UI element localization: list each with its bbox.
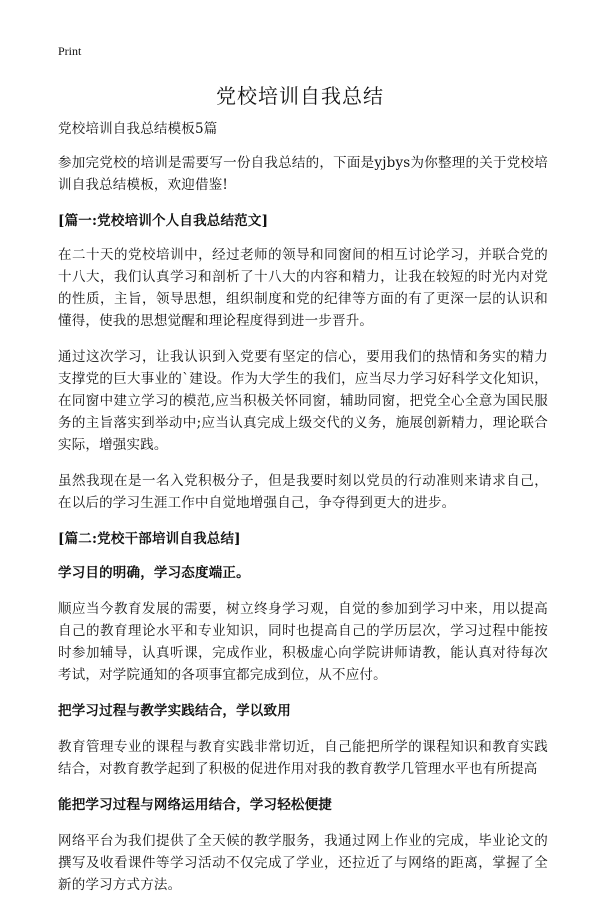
print-link[interactable]: Print	[58, 44, 82, 58]
section-1-paragraph-3: 虽然我现在是一名入党积极分子，但是我要时刻以党员的行动准则来请求自己，在以后的学习生涯工作中自觉地增强自己，争夺得到更大的进步。	[58, 473, 548, 511]
section-heading-1: [篇一:党校培训个人自我总结范文]	[58, 213, 269, 229]
section-heading-2: [篇二:党校干部培训自我总结]	[58, 531, 241, 547]
intro-paragraph: 参加完党校的培训是需要写一份自我总结的，下面是yjbys为你整理的关于党校培训自我总结模板，欢迎借鉴!	[58, 155, 548, 193]
subheading-learning-goal: 学习目的明确，学习态度端正。	[58, 565, 250, 581]
section-1-paragraph-2: 通过这次学习，让我认识到入党要有坚定的信心，要用我们的热情和务实的精力支撑党的巨大事业的`建设。作为大学生的我们，应当尽力学习好科学文化知识，在同窗中建立学习的模范,应当积极关怀同窗，辅助同窗，把党全心全意为国民服务的主旨落实到举动中;应当认真完成上级交代的义务，施展创新精力，理论联合实际，增强实践。	[58, 349, 548, 453]
section-2-paragraph-2: 教育管理专业的课程与教育实践非常切近，自己能把所学的课程知识和教育实践结合，对教育教学起到了积极的促进作用对我的教育教学几管理水平也有所提高	[58, 739, 548, 777]
subheading-practice: 把学习过程与教学实践结合，学以致用	[58, 703, 291, 719]
subheading-network: 能把学习过程与网络运用结合，学习轻松便捷	[58, 797, 332, 813]
document-subtitle: 党校培训自我总结模板5篇	[58, 121, 218, 137]
page-title: 党校培训自我总结	[216, 84, 384, 108]
document-body	[58, 118, 548, 910]
section-2-paragraph-1: 顺应当今教育发展的需要，树立终身学习观，自觉的参加到学习中来，用以提高自己的教育理论水平和专业知识，同时也提高自己的学历层次，学习过程中能按时参加辅导，认真听课，完成作业，积极虚心向学院讲师请教，能认真对待每次考试，对学院通知的各项事宜都完成到位，从不应付。	[58, 601, 548, 683]
section-1-paragraph-1: 在二十天的党校培训中，经过老师的领导和同窗间的相互讨论学习，并联合党的十八大，我们认真学习和剖析了十八大的内容和精力，让我在较短的时光内对党的性质，主旨，领导思想，组织制度和党的纪律等方面的有了更深一层的认识和懂得，使我的思想觉醒和理论程度得到进一步晋升。	[58, 247, 548, 329]
section-2-paragraph-3: 网络平台为我们提供了全天候的教学服务，我通过网上作业的完成，毕业论文的撰写及收看课件等学习活动不仅完成了学业，还拉近了与网络的距离，掌握了全新的学习方式方法。	[58, 833, 548, 893]
